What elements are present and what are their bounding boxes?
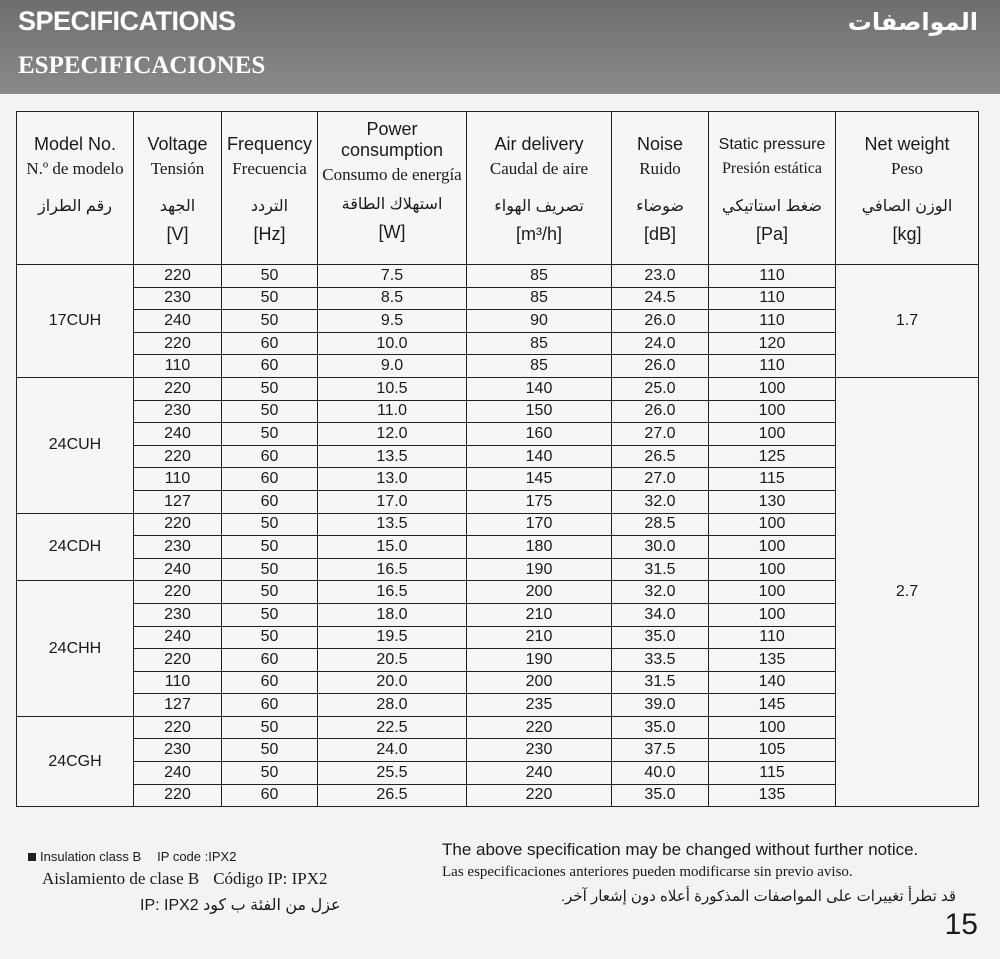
table-row	[17, 671, 979, 694]
noise-cell: 26.0	[612, 310, 709, 333]
air-delivery-cell: 175	[467, 490, 612, 513]
table-row	[17, 377, 979, 400]
voltage-cell: 220	[134, 265, 222, 288]
frequency-cell: 50	[222, 739, 318, 762]
voltage-cell: 127	[134, 694, 222, 717]
notice-spanish: Las especificaciones anteriores pueden modificarse sin previo aviso.	[442, 864, 853, 880]
voltage-cell: 220	[134, 649, 222, 672]
noise-cell: 25.0	[612, 377, 709, 400]
static-pressure-cell: 110	[709, 287, 836, 310]
page-header	[0, 0, 1000, 94]
static-pressure-cell: 100	[709, 581, 836, 604]
static-pressure-cell: 105	[709, 739, 836, 762]
voltage-cell: 110	[134, 355, 222, 378]
static-pressure-cell: 115	[709, 762, 836, 785]
static-pressure-cell: 100	[709, 603, 836, 626]
title-spanish: ESPECIFICACIONES	[18, 52, 266, 79]
power-cell: 25.5	[318, 762, 467, 785]
table-row	[17, 490, 979, 513]
voltage-cell: 220	[134, 445, 222, 468]
notice-arabic: قد تطرأ تغييرات على المواصفات المذكورة أعلاه دون إشعار آخر.	[560, 888, 956, 905]
frequency-cell: 60	[222, 468, 318, 491]
static-pressure-cell: 110	[709, 310, 836, 333]
frequency-cell: 50	[222, 626, 318, 649]
air-delivery-cell: 85	[467, 332, 612, 355]
power-cell: 9.5	[318, 310, 467, 333]
noise-cell: 23.0	[612, 265, 709, 288]
net-weight-cell: 1.7	[836, 265, 979, 378]
air-delivery-cell: 170	[467, 513, 612, 536]
static-pressure-cell: 110	[709, 265, 836, 288]
noise-cell: 26.0	[612, 400, 709, 423]
table-row	[17, 310, 979, 333]
frequency-cell: 60	[222, 671, 318, 694]
voltage-cell: 110	[134, 468, 222, 491]
table-row	[17, 762, 979, 785]
frequency-cell: 60	[222, 332, 318, 355]
column-header-noise: Noise Ruido ضوضاء [dB]	[612, 112, 709, 265]
static-pressure-cell: 100	[709, 423, 836, 446]
air-delivery-cell: 190	[467, 558, 612, 581]
voltage-cell: 240	[134, 762, 222, 785]
air-delivery-cell: 85	[467, 265, 612, 288]
noise-cell: 27.0	[612, 423, 709, 446]
frequency-cell: 60	[222, 694, 318, 717]
air-delivery-cell: 200	[467, 581, 612, 604]
voltage-cell: 127	[134, 490, 222, 513]
frequency-cell: 60	[222, 649, 318, 672]
power-cell: 16.5	[318, 558, 467, 581]
table-row	[17, 603, 979, 626]
static-pressure-cell: 100	[709, 400, 836, 423]
voltage-cell: 220	[134, 716, 222, 739]
insulation-info	[28, 849, 341, 914]
static-pressure-cell: 120	[709, 332, 836, 355]
column-header-voltage: Voltage Tensión الجهد [V]	[134, 112, 222, 265]
air-delivery-cell: 145	[467, 468, 612, 491]
table-row	[17, 287, 979, 310]
column-header-net-weight: Net weight Peso الوزن الصافي [kg]	[836, 112, 979, 265]
frequency-cell: 50	[222, 513, 318, 536]
table-row	[17, 739, 979, 762]
noise-cell: 37.5	[612, 739, 709, 762]
table-row	[17, 265, 979, 288]
column-header-power: Power consumption Consumo de energía استهلاك الطاقة [W]	[318, 112, 467, 265]
table-row	[17, 536, 979, 559]
table-row	[17, 626, 979, 649]
frequency-cell: 60	[222, 784, 318, 807]
noise-cell: 30.0	[612, 536, 709, 559]
noise-cell: 35.0	[612, 716, 709, 739]
page-number: 15	[944, 908, 978, 941]
voltage-cell: 240	[134, 310, 222, 333]
frequency-cell: 50	[222, 377, 318, 400]
voltage-cell: 240	[134, 423, 222, 446]
noise-cell: 24.0	[612, 332, 709, 355]
static-pressure-cell: 110	[709, 626, 836, 649]
voltage-cell: 240	[134, 558, 222, 581]
power-cell: 17.0	[318, 490, 467, 513]
power-cell: 12.0	[318, 423, 467, 446]
power-cell: 26.5	[318, 784, 467, 807]
table-body	[17, 265, 979, 807]
static-pressure-cell: 125	[709, 445, 836, 468]
power-cell: 20.0	[318, 671, 467, 694]
insulation-class-spanish: Aislamiento de clase B	[42, 869, 200, 888]
frequency-cell: 60	[222, 490, 318, 513]
air-delivery-cell: 200	[467, 671, 612, 694]
static-pressure-cell: 100	[709, 716, 836, 739]
static-pressure-cell: 135	[709, 649, 836, 672]
voltage-cell: 230	[134, 287, 222, 310]
power-cell: 16.5	[318, 581, 467, 604]
net-weight-cell: 2.7	[836, 377, 979, 806]
table-row	[17, 649, 979, 672]
noise-cell: 33.5	[612, 649, 709, 672]
ip-code-english: IP code :IPX2	[157, 849, 237, 864]
voltage-cell: 240	[134, 626, 222, 649]
insulation-arabic: عزل من الفئة ب كود IP: IPX2	[140, 897, 341, 914]
model-number-cell: 17CUH	[17, 265, 134, 378]
table-row	[17, 423, 979, 446]
bullet-square-icon	[28, 853, 36, 861]
frequency-cell: 50	[222, 581, 318, 604]
table-row	[17, 694, 979, 717]
air-delivery-cell: 210	[467, 626, 612, 649]
air-delivery-cell: 240	[467, 762, 612, 785]
noise-cell: 26.5	[612, 445, 709, 468]
power-cell: 8.5	[318, 287, 467, 310]
air-delivery-cell: 230	[467, 739, 612, 762]
voltage-cell: 220	[134, 513, 222, 536]
frequency-cell: 50	[222, 603, 318, 626]
power-cell: 13.0	[318, 468, 467, 491]
power-cell: 20.5	[318, 649, 467, 672]
air-delivery-cell: 90	[467, 310, 612, 333]
static-pressure-cell: 130	[709, 490, 836, 513]
noise-cell: 27.0	[612, 468, 709, 491]
table-row	[17, 400, 979, 423]
column-header-static-pressure: Static pressure Presión estática ضغط استاتيكي [Pa]	[709, 112, 836, 265]
frequency-cell: 50	[222, 716, 318, 739]
noise-cell: 35.0	[612, 784, 709, 807]
air-delivery-cell: 210	[467, 603, 612, 626]
power-cell: 24.0	[318, 739, 467, 762]
power-cell: 13.5	[318, 445, 467, 468]
air-delivery-cell: 160	[467, 423, 612, 446]
air-delivery-cell: 150	[467, 400, 612, 423]
noise-cell: 35.0	[612, 626, 709, 649]
column-header-frequency: Frequency Frecuencia التردد [Hz]	[222, 112, 318, 265]
power-cell: 13.5	[318, 513, 467, 536]
noise-cell: 32.0	[612, 581, 709, 604]
voltage-cell: 220	[134, 377, 222, 400]
noise-cell: 31.5	[612, 558, 709, 581]
static-pressure-cell: 115	[709, 468, 836, 491]
table-row	[17, 468, 979, 491]
noise-cell: 34.0	[612, 603, 709, 626]
frequency-cell: 50	[222, 558, 318, 581]
voltage-cell: 220	[134, 784, 222, 807]
specifications-table	[16, 111, 979, 807]
power-cell: 9.0	[318, 355, 467, 378]
insulation-class-english: Insulation class B	[40, 849, 142, 864]
notice-english: The above specification may be changed without further notice.	[442, 840, 919, 859]
power-cell: 7.5	[318, 265, 467, 288]
model-number-cell: 24CGH	[17, 716, 134, 806]
voltage-cell: 110	[134, 671, 222, 694]
change-notice	[442, 840, 962, 905]
frequency-cell: 50	[222, 400, 318, 423]
noise-cell: 40.0	[612, 762, 709, 785]
power-cell: 19.5	[318, 626, 467, 649]
frequency-cell: 50	[222, 287, 318, 310]
power-cell: 10.5	[318, 377, 467, 400]
frequency-cell: 60	[222, 355, 318, 378]
frequency-cell: 50	[222, 536, 318, 559]
frequency-cell: 60	[222, 445, 318, 468]
frequency-cell: 50	[222, 265, 318, 288]
noise-cell: 32.0	[612, 490, 709, 513]
noise-cell: 31.5	[612, 671, 709, 694]
frequency-cell: 50	[222, 310, 318, 333]
noise-cell: 26.0	[612, 355, 709, 378]
table-row	[17, 513, 979, 536]
model-number-cell: 24CDH	[17, 513, 134, 581]
column-header-model: Model No. N.º de modelo رقم الطراز	[17, 112, 134, 265]
ip-code-spanish: Código IP: IPX2	[213, 869, 328, 888]
air-delivery-cell: 85	[467, 355, 612, 378]
power-cell: 18.0	[318, 603, 467, 626]
voltage-cell: 230	[134, 400, 222, 423]
table-row	[17, 784, 979, 807]
static-pressure-cell: 100	[709, 513, 836, 536]
power-cell: 28.0	[318, 694, 467, 717]
static-pressure-cell: 100	[709, 377, 836, 400]
title-english: SPECIFICATIONS	[18, 6, 236, 36]
voltage-cell: 230	[134, 739, 222, 762]
table-row	[17, 558, 979, 581]
air-delivery-cell: 220	[467, 716, 612, 739]
noise-cell: 24.5	[612, 287, 709, 310]
static-pressure-cell: 145	[709, 694, 836, 717]
frequency-cell: 50	[222, 423, 318, 446]
noise-cell: 39.0	[612, 694, 709, 717]
table-row	[17, 581, 979, 604]
table-row	[17, 355, 979, 378]
air-delivery-cell: 85	[467, 287, 612, 310]
voltage-cell: 230	[134, 603, 222, 626]
power-cell: 11.0	[318, 400, 467, 423]
frequency-cell: 50	[222, 762, 318, 785]
power-cell: 10.0	[318, 332, 467, 355]
static-pressure-cell: 140	[709, 671, 836, 694]
air-delivery-cell: 140	[467, 377, 612, 400]
static-pressure-cell: 110	[709, 355, 836, 378]
power-cell: 22.5	[318, 716, 467, 739]
power-cell: 15.0	[318, 536, 467, 559]
static-pressure-cell: 135	[709, 784, 836, 807]
model-number-cell: 24CUH	[17, 377, 134, 513]
noise-cell: 28.5	[612, 513, 709, 536]
voltage-cell: 220	[134, 332, 222, 355]
voltage-cell: 230	[134, 536, 222, 559]
air-delivery-cell: 180	[467, 536, 612, 559]
table-row	[17, 445, 979, 468]
table-row	[17, 332, 979, 355]
column-header-air-delivery: Air delivery Caudal de aire تصريف الهواء [m³/h]	[467, 112, 612, 265]
voltage-cell: 220	[134, 581, 222, 604]
air-delivery-cell: 235	[467, 694, 612, 717]
title-arabic: المواصفات	[847, 9, 978, 36]
table-row	[17, 716, 979, 739]
air-delivery-cell: 220	[467, 784, 612, 807]
static-pressure-cell: 100	[709, 536, 836, 559]
air-delivery-cell: 140	[467, 445, 612, 468]
static-pressure-cell: 100	[709, 558, 836, 581]
air-delivery-cell: 190	[467, 649, 612, 672]
model-number-cell: 24CHH	[17, 581, 134, 717]
table-header-row	[17, 112, 979, 265]
